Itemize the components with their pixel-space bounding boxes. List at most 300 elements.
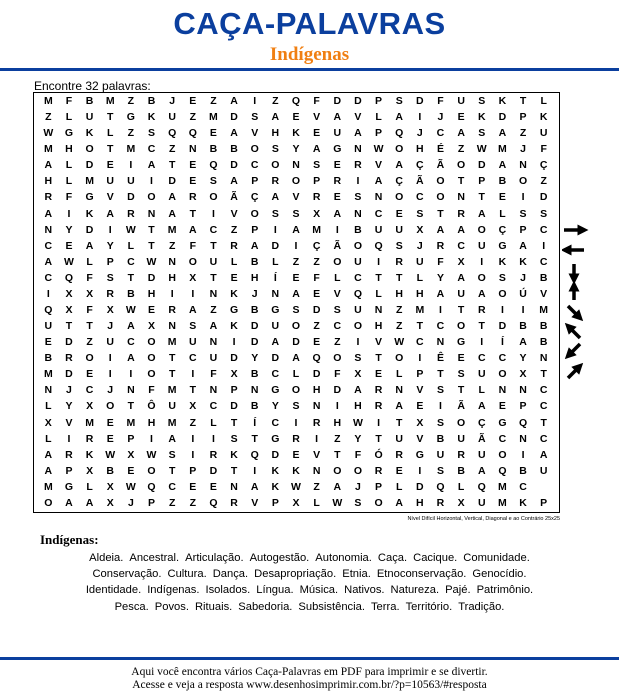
grid-cell[interactable]: O (374, 496, 383, 509)
grid-cell[interactable]: A (65, 496, 73, 509)
grid-cell[interactable]: R (230, 239, 238, 252)
grid-cell[interactable]: H (416, 143, 424, 156)
grid-cell[interactable]: A (436, 223, 445, 236)
grid-cell[interactable]: O (85, 143, 94, 156)
grid-cell[interactable]: D (354, 95, 362, 108)
grid-cell[interactable]: V (375, 159, 383, 172)
grid-cell[interactable]: I (335, 400, 339, 413)
grid-cell[interactable]: O (333, 255, 342, 268)
grid-cell[interactable]: B (106, 464, 115, 477)
grid-cell[interactable]: N (188, 143, 197, 156)
grid-cell[interactable]: D (271, 239, 280, 252)
grid-cell[interactable]: A (498, 127, 507, 140)
grid-cell[interactable]: X (313, 207, 321, 220)
grid-cell[interactable]: I (521, 191, 525, 204)
grid-cell[interactable]: L (127, 239, 135, 252)
grid-cell[interactable]: P (416, 368, 424, 381)
grid-cell[interactable]: M (498, 496, 507, 509)
grid-cell[interactable]: H (168, 271, 176, 284)
grid-cell[interactable]: F (334, 368, 341, 381)
grid-cell[interactable]: C (333, 320, 342, 333)
grid-cell[interactable]: U (395, 432, 403, 445)
grid-cell[interactable]: A (292, 287, 300, 300)
grid-cell[interactable]: V (251, 496, 259, 509)
grid-cell[interactable]: Q (209, 496, 218, 509)
grid-cell[interactable]: L (86, 255, 93, 268)
grid-cell[interactable]: M (43, 368, 53, 381)
grid-cell[interactable]: Í (500, 336, 504, 349)
grid-cell[interactable]: C (498, 352, 507, 365)
grid-cell[interactable]: J (416, 239, 423, 252)
grid-cell[interactable]: N (44, 223, 53, 236)
grid-cell[interactable]: N (209, 287, 218, 300)
grid-cell[interactable]: Q (44, 304, 53, 317)
grid-cell[interactable]: Q (147, 480, 156, 493)
grid-cell[interactable]: L (65, 159, 73, 172)
grid-cell[interactable]: X (86, 400, 94, 413)
grid-cell[interactable]: T (107, 143, 114, 156)
grid-cell[interactable]: Ã (333, 239, 342, 252)
grid-cell[interactable]: O (477, 223, 486, 236)
grid-cell[interactable]: W (476, 143, 487, 156)
grid-cell[interactable]: U (457, 432, 465, 445)
grid-cell[interactable]: P (313, 175, 321, 188)
grid-cell[interactable]: A (477, 400, 486, 413)
grid-cell[interactable]: C (436, 127, 445, 140)
grid-cell[interactable]: P (189, 464, 197, 477)
grid-cell[interactable]: J (251, 287, 258, 300)
grid-cell[interactable]: I (356, 336, 360, 349)
grid-cell[interactable]: A (85, 496, 94, 509)
grid-cell[interactable]: F (86, 271, 93, 284)
grid-cell[interactable]: O (457, 320, 466, 333)
grid-cell[interactable]: T (168, 352, 176, 365)
grid-cell[interactable]: A (147, 159, 156, 172)
grid-cell[interactable]: C (250, 159, 259, 172)
grid-cell[interactable]: T (540, 368, 547, 381)
grid-cell[interactable]: S (333, 304, 341, 317)
grid-cell[interactable]: I (191, 432, 195, 445)
grid-cell[interactable]: R (477, 304, 486, 317)
grid-cell[interactable]: U (85, 111, 94, 124)
grid-cell[interactable]: I (294, 239, 298, 252)
grid-cell[interactable]: W (146, 448, 157, 461)
grid-cell[interactable]: N (436, 336, 445, 349)
grid-cell[interactable]: P (478, 175, 486, 188)
grid-cell[interactable]: I (170, 287, 174, 300)
grid-cell[interactable]: T (478, 320, 485, 333)
grid-cell[interactable]: I (150, 432, 153, 445)
grid-cell[interactable]: I (356, 175, 360, 188)
grid-cell[interactable]: P (251, 223, 259, 236)
grid-cell[interactable]: X (519, 368, 527, 381)
grid-cell[interactable]: C (539, 400, 548, 413)
grid-cell[interactable]: S (436, 416, 444, 429)
grid-cell[interactable]: M (85, 416, 94, 429)
grid-cell[interactable]: L (395, 368, 403, 381)
grid-cell[interactable]: X (44, 416, 52, 429)
grid-cell[interactable]: N (519, 384, 527, 397)
grid-cell[interactable]: T (168, 159, 176, 172)
grid-cell[interactable]: W (146, 255, 157, 268)
grid-cell[interactable]: B (539, 320, 548, 333)
grid-cell[interactable]: T (540, 416, 547, 429)
grid-cell[interactable]: I (211, 207, 215, 220)
grid-cell[interactable]: Q (209, 159, 218, 172)
grid-cell[interactable]: A (354, 127, 362, 140)
grid-cell[interactable]: Z (395, 320, 403, 333)
grid-cell[interactable]: O (147, 191, 156, 204)
grid-cell[interactable]: X (86, 464, 94, 477)
grid-cell[interactable]: P (65, 464, 73, 477)
grid-cell[interactable]: K (477, 111, 486, 124)
grid-cell[interactable]: Z (127, 95, 135, 108)
grid-cell[interactable]: R (312, 191, 321, 204)
grid-cell[interactable]: N (292, 159, 300, 172)
grid-cell[interactable]: J (520, 143, 526, 156)
grid-cell[interactable]: T (437, 368, 444, 381)
grid-cell[interactable]: F (189, 239, 196, 252)
grid-cell[interactable]: U (106, 336, 115, 349)
grid-cell[interactable]: M (126, 416, 136, 429)
grid-cell[interactable]: R (374, 384, 383, 397)
grid-cell[interactable]: L (457, 480, 465, 493)
grid-cell[interactable]: Z (395, 304, 403, 317)
grid-cell[interactable]: E (395, 464, 403, 477)
grid-cell[interactable]: I (521, 304, 525, 317)
grid-cell[interactable]: A (395, 111, 403, 124)
grid-cell[interactable]: D (85, 223, 94, 236)
grid-cell[interactable]: R (65, 448, 73, 461)
grid-cell[interactable]: N (312, 400, 321, 413)
grid-cell[interactable]: I (150, 175, 153, 188)
grid-cell[interactable]: C (44, 271, 53, 284)
grid-cell[interactable]: Z (168, 239, 176, 252)
grid-cell[interactable]: L (416, 271, 424, 284)
grid-cell[interactable]: O (188, 255, 197, 268)
grid-cell[interactable]: F (313, 95, 320, 108)
grid-cell[interactable]: T (375, 271, 382, 284)
grid-cell[interactable]: B (147, 95, 156, 108)
grid-cell[interactable]: B (539, 271, 548, 284)
grid-cell[interactable]: I (232, 336, 236, 349)
grid-cell[interactable]: K (85, 448, 94, 461)
grid-cell[interactable]: C (416, 336, 424, 349)
grid-cell[interactable]: J (354, 480, 361, 493)
grid-cell[interactable]: K (271, 464, 280, 477)
grid-cell[interactable]: U (539, 127, 548, 140)
grid-cell[interactable]: M (167, 336, 177, 349)
grid-cell[interactable]: H (250, 271, 259, 284)
grid-cell[interactable]: E (292, 111, 300, 124)
grid-cell[interactable]: J (66, 384, 72, 397)
grid-cell[interactable]: I (418, 464, 422, 477)
grid-cell[interactable]: Ô (147, 400, 156, 413)
grid-cell[interactable]: T (127, 400, 135, 413)
grid-cell[interactable]: D (271, 352, 280, 365)
grid-cell[interactable]: A (519, 336, 527, 349)
grid-cell[interactable]: E (189, 175, 197, 188)
grid-cell[interactable]: A (333, 111, 342, 124)
grid-cell[interactable]: L (45, 432, 52, 445)
grid-cell[interactable]: G (271, 304, 280, 317)
grid-cell[interactable]: R (271, 175, 280, 188)
grid-cell[interactable]: U (354, 255, 362, 268)
grid-cell[interactable]: F (65, 95, 73, 108)
grid-cell[interactable]: K (519, 496, 527, 509)
grid-cell[interactable]: U (168, 400, 176, 413)
grid-cell[interactable]: A (271, 191, 280, 204)
grid-cell[interactable]: I (500, 304, 504, 317)
grid-cell[interactable]: N (539, 352, 548, 365)
grid-cell[interactable]: A (271, 111, 280, 124)
grid-cell[interactable]: S (354, 496, 362, 509)
grid-cell[interactable]: I (191, 287, 195, 300)
grid-cell[interactable]: H (65, 143, 73, 156)
grid-cell[interactable]: K (147, 111, 156, 124)
grid-cell[interactable]: X (354, 368, 362, 381)
grid-cell[interactable]: G (126, 111, 135, 124)
grid-cell[interactable]: F (148, 384, 155, 397)
grid-cell[interactable]: Y (271, 400, 279, 413)
grid-cell[interactable]: Ã (477, 432, 486, 445)
grid-cell[interactable]: Q (477, 480, 486, 493)
grid-cell[interactable]: I (67, 432, 71, 445)
grid-cell[interactable]: P (519, 400, 527, 413)
grid-cell[interactable]: K (498, 95, 507, 108)
grid-cell[interactable]: P (375, 480, 383, 493)
grid-cell[interactable]: C (85, 384, 94, 397)
grid-cell[interactable]: U (188, 336, 197, 349)
grid-cell[interactable]: P (519, 111, 527, 124)
grid-cell[interactable]: O (291, 320, 301, 333)
grid-cell[interactable]: N (209, 336, 218, 349)
grid-cell[interactable]: O (395, 143, 404, 156)
grid-cell[interactable]: T (334, 448, 341, 461)
grid-cell[interactable]: H (271, 127, 280, 140)
grid-cell[interactable]: E (189, 95, 197, 108)
grid-cell[interactable]: L (107, 127, 114, 140)
grid-cell[interactable]: I (67, 207, 71, 220)
grid-cell[interactable]: W (125, 223, 136, 236)
grid-cell[interactable]: M (85, 175, 94, 188)
grid-cell[interactable]: A (168, 207, 176, 220)
grid-cell[interactable]: E (313, 336, 321, 349)
grid-cell[interactable]: A (457, 271, 465, 284)
grid-cell[interactable]: D (209, 464, 218, 477)
grid-cell[interactable]: R (395, 255, 403, 268)
grid-cell[interactable]: I (108, 223, 112, 236)
grid-cell[interactable]: N (519, 159, 527, 172)
grid-cell[interactable]: A (168, 191, 176, 204)
grid-cell[interactable]: B (250, 368, 259, 381)
grid-cell[interactable]: Z (127, 127, 135, 140)
grid-cell[interactable]: A (230, 127, 238, 140)
grid-cell[interactable]: R (85, 432, 94, 445)
grid-cell[interactable]: T (519, 95, 527, 108)
grid-cell[interactable]: Q (518, 416, 528, 429)
grid-cell[interactable]: Ã (436, 159, 445, 172)
grid-cell[interactable]: Ú (519, 287, 527, 300)
grid-cell[interactable]: V (230, 207, 238, 220)
grid-cell[interactable]: S (395, 95, 403, 108)
grid-cell[interactable]: O (147, 464, 156, 477)
grid-cell[interactable]: P (127, 432, 135, 445)
grid-cell[interactable]: I (521, 448, 525, 461)
grid-cell[interactable]: Ã (457, 400, 465, 413)
grid-cell[interactable]: N (230, 480, 238, 493)
grid-cell[interactable]: S (540, 207, 548, 220)
grid-cell[interactable]: T (375, 352, 382, 365)
grid-cell[interactable]: A (127, 320, 135, 333)
grid-cell[interactable]: O (353, 239, 362, 252)
grid-cell[interactable]: W (373, 143, 384, 156)
grid-cell[interactable]: T (86, 320, 93, 333)
grid-cell[interactable]: M (43, 480, 53, 493)
grid-cell[interactable]: L (313, 496, 320, 509)
grid-cell[interactable]: Y (106, 239, 114, 252)
grid-cell[interactable]: T (189, 384, 196, 397)
grid-cell[interactable]: D (292, 336, 300, 349)
grid-cell[interactable]: N (250, 384, 259, 397)
grid-cell[interactable]: L (272, 255, 279, 268)
grid-cell[interactable]: R (65, 352, 73, 365)
grid-cell[interactable]: G (498, 416, 507, 429)
grid-cell[interactable]: Y (292, 143, 300, 156)
grid-cell[interactable]: T (210, 239, 217, 252)
grid-cell[interactable]: L (334, 271, 341, 284)
grid-cell[interactable]: Z (334, 432, 341, 445)
grid-cell[interactable]: I (377, 255, 381, 268)
grid-cell[interactable]: Z (292, 255, 300, 268)
grid-cell[interactable]: V (106, 191, 114, 204)
grid-cell[interactable]: U (354, 304, 362, 317)
grid-cell[interactable]: E (189, 159, 197, 172)
grid-cell[interactable]: X (65, 287, 73, 300)
grid-cell[interactable]: D (333, 384, 342, 397)
grid-cell[interactable]: F (65, 191, 73, 204)
grid-cell[interactable]: S (354, 352, 362, 365)
grid-cell[interactable]: R (457, 448, 465, 461)
grid-cell[interactable]: N (374, 191, 383, 204)
grid-cell[interactable]: P (375, 127, 383, 140)
grid-cell[interactable]: M (209, 111, 218, 124)
grid-cell[interactable]: M (167, 223, 177, 236)
grid-cell[interactable]: A (436, 287, 445, 300)
grid-cell[interactable]: A (209, 320, 218, 333)
grid-cell[interactable]: P (251, 175, 259, 188)
grid-cell[interactable]: U (168, 111, 176, 124)
grid-cell[interactable]: N (395, 384, 403, 397)
grid-cell[interactable]: I (211, 432, 215, 445)
grid-cell[interactable]: G (64, 480, 74, 493)
grid-cell[interactable]: D (230, 111, 238, 124)
grid-cell[interactable]: V (333, 287, 341, 300)
grid-cell[interactable]: Z (189, 496, 196, 509)
grid-cell[interactable]: R (209, 448, 218, 461)
grid-cell[interactable]: U (44, 320, 53, 333)
grid-cell[interactable]: C (188, 352, 197, 365)
grid-cell[interactable]: O (85, 352, 94, 365)
grid-cell[interactable]: G (64, 127, 74, 140)
grid-cell[interactable]: Y (65, 223, 73, 236)
grid-cell[interactable]: T (437, 207, 444, 220)
grid-cell[interactable]: O (250, 207, 259, 220)
grid-cell[interactable]: O (333, 464, 342, 477)
grid-cell[interactable]: E (148, 304, 156, 317)
grid-cell[interactable]: T (168, 368, 176, 381)
grid-cell[interactable]: G (229, 304, 239, 317)
grid-cell[interactable]: S (395, 239, 403, 252)
grid-cell[interactable]: S (209, 175, 217, 188)
grid-cell[interactable]: A (250, 239, 259, 252)
grid-cell[interactable]: A (292, 223, 300, 236)
grid-cell[interactable]: Z (189, 111, 196, 124)
grid-cell[interactable]: W (291, 480, 301, 493)
grid-cell[interactable]: O (291, 175, 301, 188)
grid-cell[interactable]: Ç (312, 239, 321, 252)
grid-cell[interactable]: A (44, 159, 53, 172)
grid-cell[interactable]: U (209, 352, 218, 365)
grid-cell[interactable]: U (209, 255, 218, 268)
grid-cell[interactable]: A (395, 400, 403, 413)
grid-cell[interactable]: O (457, 159, 466, 172)
grid-cell[interactable]: A (292, 352, 300, 365)
grid-cell[interactable]: D (65, 336, 73, 349)
grid-cell[interactable]: Y (436, 271, 444, 284)
grid-cell[interactable]: D (498, 111, 507, 124)
grid-cell[interactable]: D (127, 191, 135, 204)
grid-cell[interactable]: Y (251, 352, 259, 365)
grid-cell[interactable]: P (148, 496, 156, 509)
grid-cell[interactable]: S (292, 400, 300, 413)
grid-cell[interactable]: A (395, 496, 403, 509)
grid-cell[interactable]: G (271, 384, 280, 397)
grid-cell[interactable]: U (271, 320, 280, 333)
grid-cell[interactable]: A (188, 223, 197, 236)
grid-cell[interactable]: T (230, 464, 238, 477)
grid-cell[interactable]: J (107, 384, 114, 397)
grid-cell[interactable]: U (477, 448, 486, 461)
grid-cell[interactable]: D (147, 271, 156, 284)
grid-cell[interactable]: T (395, 271, 403, 284)
grid-cell[interactable]: N (354, 143, 362, 156)
grid-cell[interactable]: Y (65, 400, 73, 413)
grid-cell[interactable]: D (477, 159, 486, 172)
grid-cell[interactable]: L (292, 368, 300, 381)
grid-cell[interactable]: I (108, 368, 112, 381)
grid-cell[interactable]: Z (210, 304, 217, 317)
grid-cell[interactable]: Z (272, 95, 279, 108)
grid-cell[interactable]: X (127, 448, 135, 461)
grid-cell[interactable]: A (168, 432, 176, 445)
grid-cell[interactable]: R (333, 175, 342, 188)
grid-cell[interactable]: R (106, 287, 115, 300)
grid-cell[interactable]: A (374, 175, 383, 188)
grid-cell[interactable]: Ê (436, 352, 444, 365)
grid-cell[interactable]: V (375, 336, 383, 349)
grid-cell[interactable]: T (148, 239, 155, 252)
grid-cell[interactable]: Ç (498, 223, 507, 236)
grid-cell[interactable]: A (44, 207, 53, 220)
grid-cell[interactable]: C (271, 368, 280, 381)
grid-cell[interactable]: X (106, 480, 114, 493)
grid-cell[interactable]: D (312, 304, 321, 317)
grid-cell[interactable]: X (148, 320, 156, 333)
grid-cell[interactable]: B (354, 223, 362, 236)
grid-cell[interactable]: J (169, 95, 176, 108)
grid-cell[interactable]: Z (168, 143, 176, 156)
